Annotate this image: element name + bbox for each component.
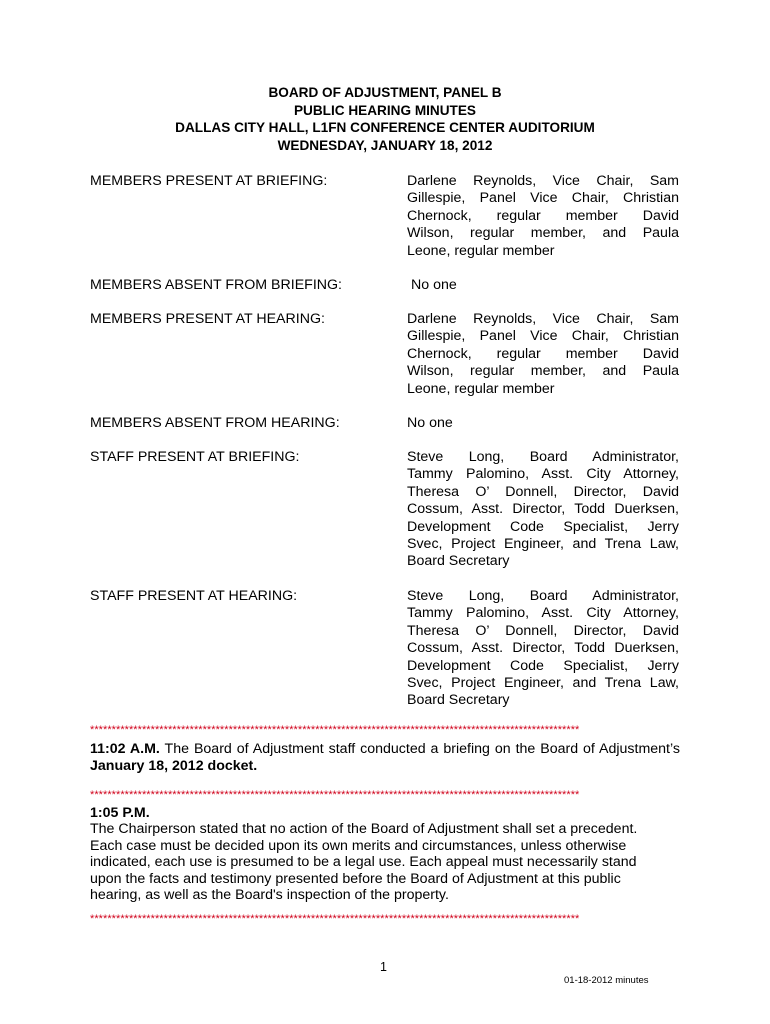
hearing-line: Each case must be decided upon its own merits and circumstances, unless otherwise — [90, 837, 627, 854]
value-line: Leone, regular member — [407, 380, 555, 397]
hearing-time: 1:05 P.M. — [90, 805, 150, 821]
value-line: Wilson, regular member, and Paula — [407, 225, 679, 242]
footer-text: 01-18-2012 minutes — [564, 975, 649, 986]
briefing-text: The Board of Adjustment staff conducted a briefing on the Board of Adjustment’s — [159, 741, 680, 757]
staff-present-briefing-value — [407, 449, 679, 571]
value-line: Wilson, regular member, and Paula — [407, 363, 679, 380]
value-line: Development Code Specialist, Jerry — [407, 657, 679, 674]
staff-present-hearing-value — [407, 588, 679, 710]
value-line: Cossum, Asst. Director, Todd Duerksen, — [407, 501, 679, 518]
value-line: Leone, regular member — [407, 242, 555, 259]
asterisk-separator: ***************************************************************************************************************** — [90, 789, 580, 801]
members-present-briefing-label: MEMBERS PRESENT AT BRIEFING: — [90, 173, 328, 189]
asterisk-separator: ***************************************************************************************************************** — [90, 724, 580, 736]
briefing-paragraph — [90, 741, 680, 775]
value-line: Tammy Palomino, Asst. City Attorney, — [407, 605, 679, 622]
value-line: Board Secretary — [407, 692, 510, 709]
value-line: Gillespie, Panel Vice Chair, Christian — [407, 190, 679, 207]
document-header — [90, 84, 680, 154]
value-line: Tammy Palomino, Asst. City Attorney, — [407, 466, 679, 483]
members-present-hearing-value — [407, 311, 679, 398]
hearing-paragraph — [90, 805, 680, 903]
header-line-location: DALLAS CITY HALL, L1FN CONFERENCE CENTER AUDITORIUM — [175, 120, 595, 135]
hearing-line: The Chairperson stated that no action of the Board of Adjustment shall set a precedent. — [90, 821, 638, 838]
value-line: Cossum, Asst. Director, Todd Duerksen, — [407, 640, 679, 657]
header-line-date: WEDNESDAY, JANUARY 18, 2012 — [277, 137, 493, 153]
members-absent-hearing-value — [407, 415, 679, 432]
value-line: Steve Long, Board Administrator, — [407, 588, 679, 604]
value-line: Theresa O’ Donnell, Director, David — [407, 483, 679, 500]
value-line: Steve Long, Board Administrator, — [407, 449, 679, 465]
asterisk-separator: ***************************************************************************************************************** — [90, 913, 580, 925]
value-line: No one — [407, 415, 453, 431]
value-line: No one — [411, 277, 457, 293]
value-line: Svec, Project Engineer, and Trena Law, — [407, 536, 679, 553]
briefing-docket: January 18, 2012 docket. — [90, 758, 258, 774]
hearing-line: indicated, each use is presumed to be a legal use. Each appeal must necessarily stand — [90, 854, 637, 871]
members-absent-hearing-label: MEMBERS ABSENT FROM HEARING: — [90, 415, 340, 431]
members-present-hearing-label: MEMBERS PRESENT AT HEARING: — [90, 311, 325, 327]
hearing-line: hearing, as well as the Board's inspection of the property. — [90, 887, 449, 904]
value-line: Darlene Reynolds, Vice Chair, Sam — [407, 311, 679, 327]
value-line: Board Secretary — [407, 553, 510, 570]
value-line: Chernock, regular member David — [407, 207, 679, 224]
members-absent-briefing-value — [411, 277, 683, 294]
briefing-time: 11:02 A.M. — [90, 741, 160, 757]
staff-present-briefing-label: STAFF PRESENT AT BRIEFING: — [90, 449, 300, 465]
value-line: Svec, Project Engineer, and Trena Law, — [407, 675, 679, 692]
header-line-board: BOARD OF ADJUSTMENT, PANEL B — [268, 85, 502, 100]
value-line: Chernock, regular member David — [407, 345, 679, 362]
members-present-briefing-value — [407, 173, 679, 260]
staff-present-hearing-label: STAFF PRESENT AT HEARING: — [90, 588, 298, 604]
value-line: Gillespie, Panel Vice Chair, Christian — [407, 328, 679, 345]
hearing-line: upon the facts and testimony presented before the Board of Adjustment at this public — [90, 870, 621, 887]
value-line: Darlene Reynolds, Vice Chair, Sam — [407, 173, 679, 189]
header-line-minutes: PUBLIC HEARING MINUTES — [293, 102, 476, 118]
value-line: Theresa O’ Donnell, Director, David — [407, 622, 679, 639]
members-absent-briefing-label: MEMBERS ABSENT FROM BRIEFING: — [90, 277, 342, 293]
page-number: 1 — [380, 960, 387, 974]
value-line: Development Code Specialist, Jerry — [407, 518, 679, 535]
